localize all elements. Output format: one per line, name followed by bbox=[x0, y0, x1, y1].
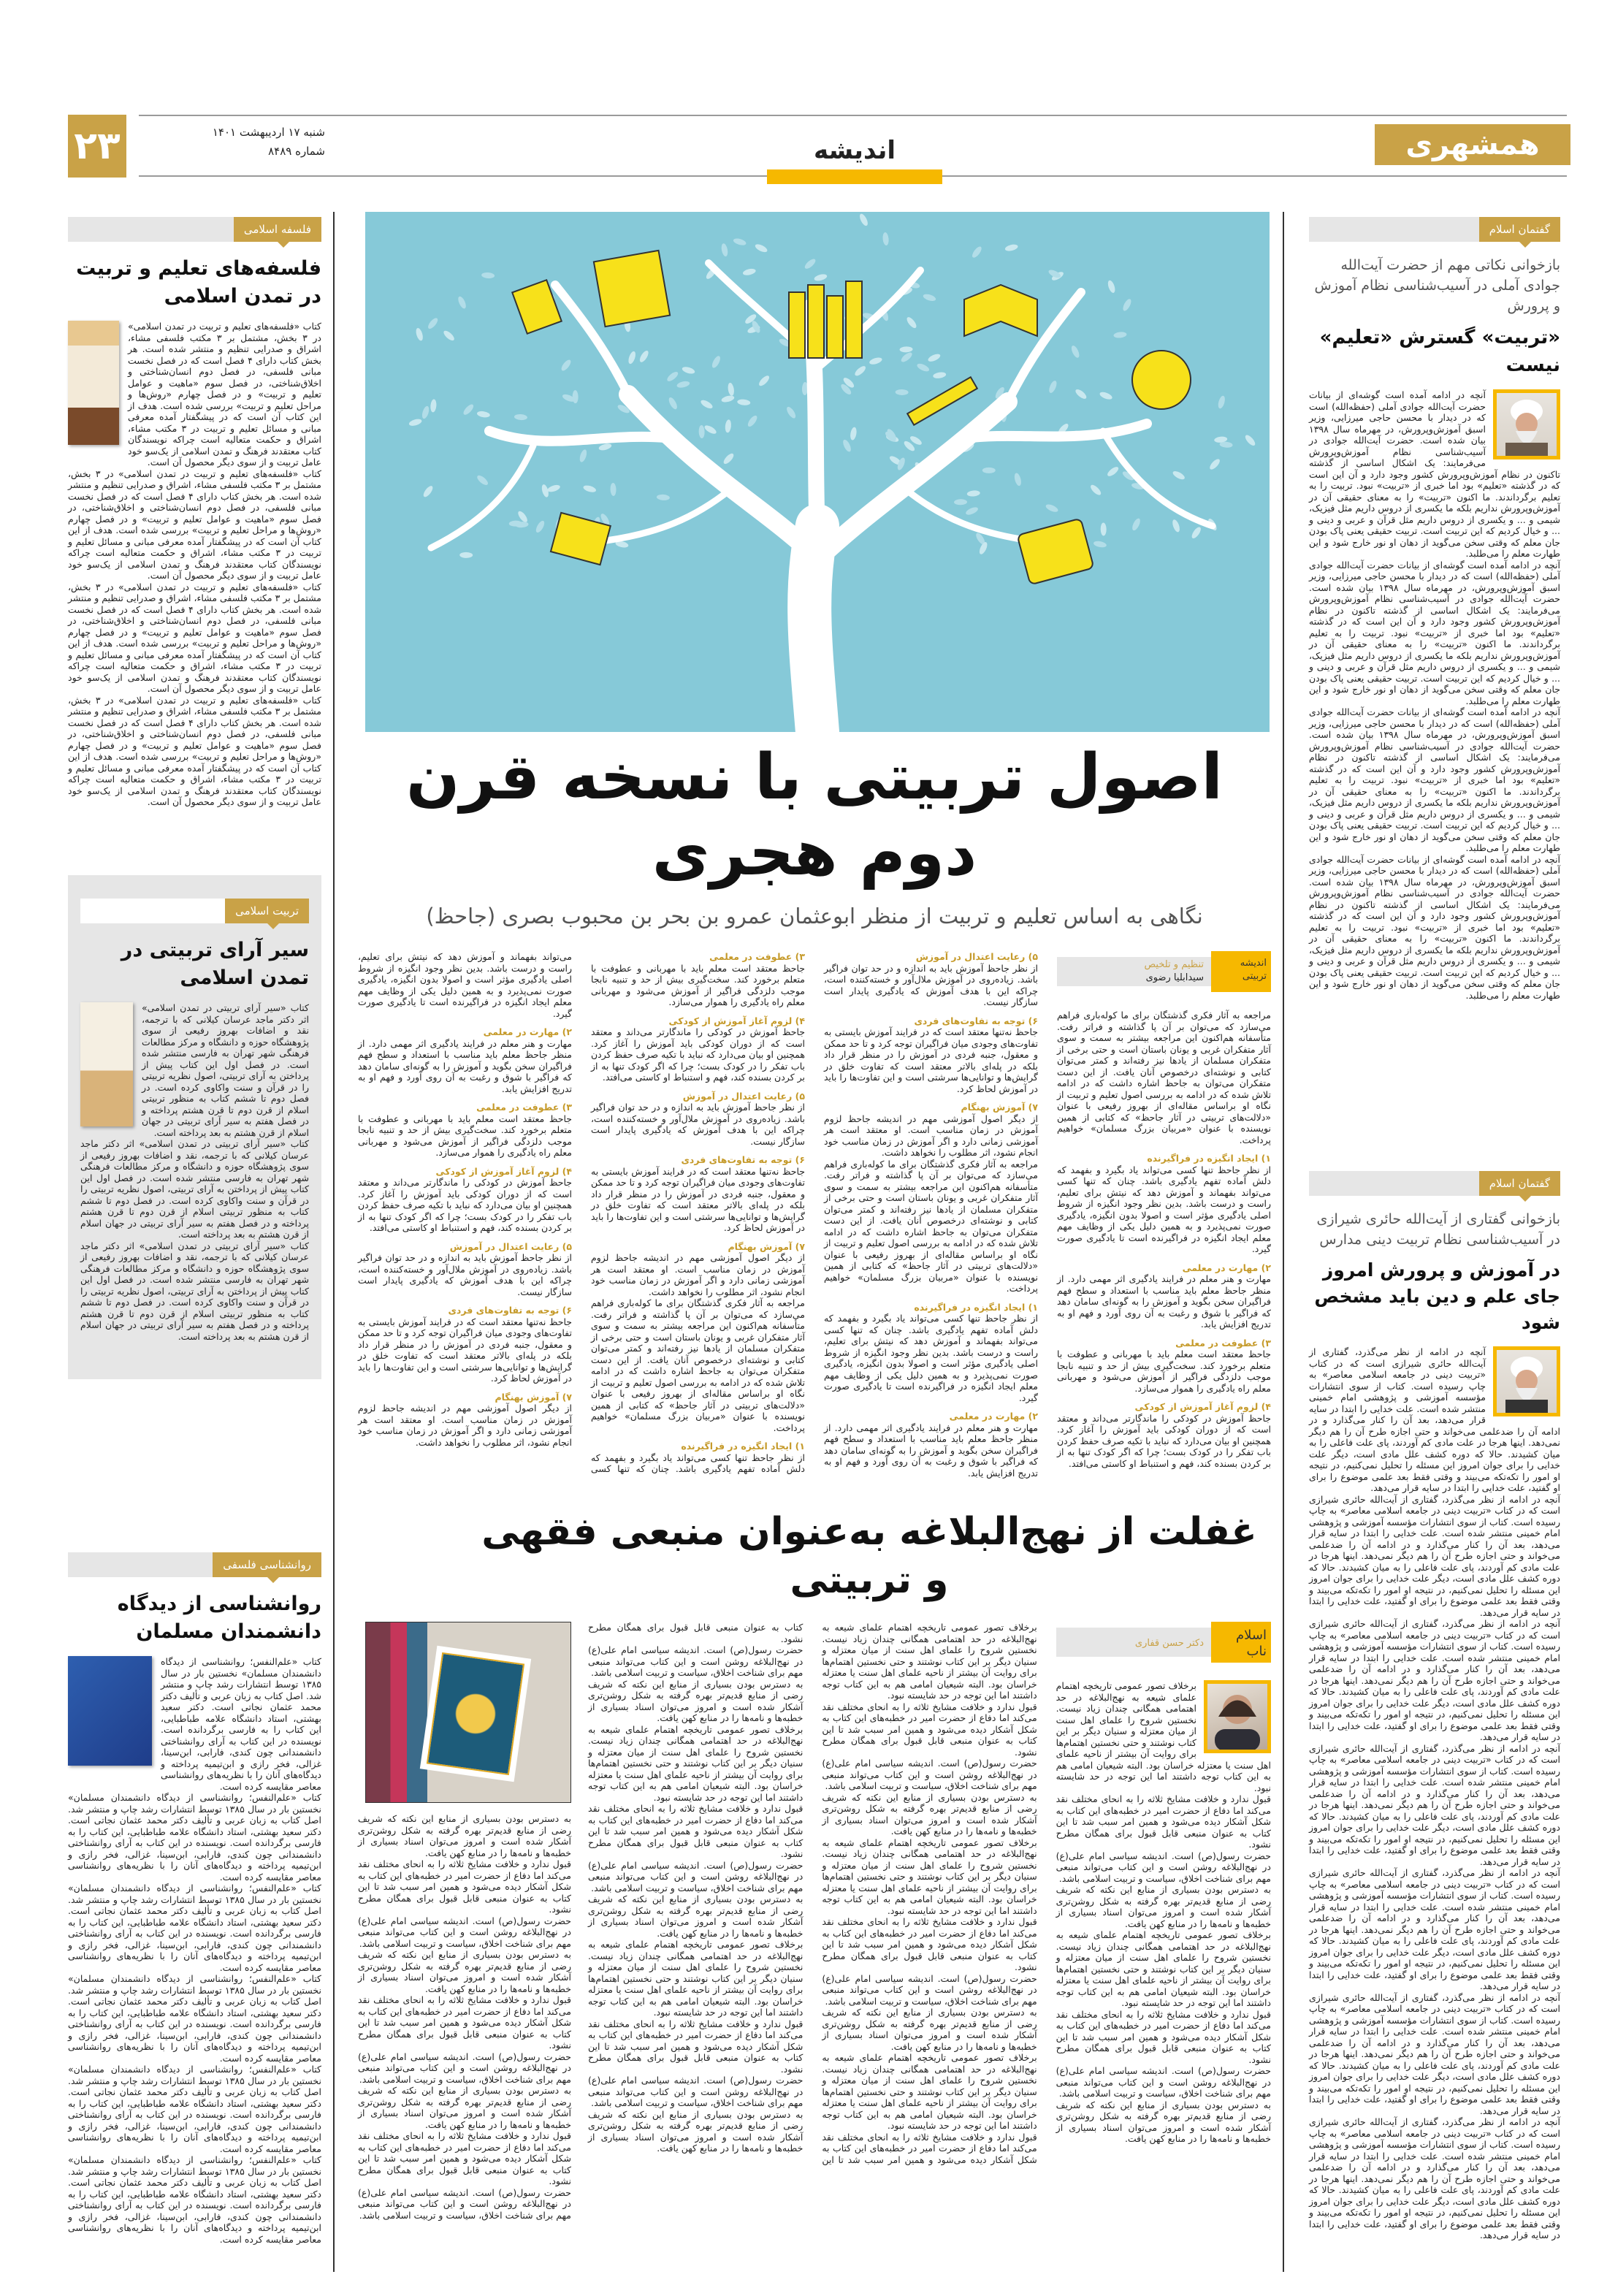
paragraph: حضرت رسول(ص) است. اندیشه سیاسی امام علی(ع) در نهج‌البلاغه روشن است و این کتاب می‌تواند منبعی مهم برای شناخت اخلاق، سیاست و تربیت اسلامی باشد. bbox=[1056, 2065, 1271, 2099]
left-article-2-title: سیر آرای تربیتی در تمدن اسلامی bbox=[121, 939, 309, 989]
person-silhouette-icon bbox=[1207, 1684, 1267, 1750]
paragraph: حضرت رسول(ص) است. اندیشه سیاسی امام علی(ع) در نهج‌البلاغه روشن است و این کتاب می‌تواند منبعی مهم برای شناخت اخلاق، سیاست و تربیت اسلامی باشد. bbox=[358, 1915, 571, 1949]
book-cover-art bbox=[427, 1652, 524, 1775]
main-headline: اصول تربیتی با نسخه قرن دوم هجری bbox=[406, 741, 1223, 890]
paragraph: کتاب «سیر آرای تربیتی در تمدن اسلامی» اثر دکتر ماجد عرسان کیلانی که با ترجمه، نقد و اضافات بهروز رفیعی از سوی پژوهشگاه حوزه و دانشگاه و مرکز مطالعات فرهنگی شهر تهران به فارسی منتشر شده است. در فصل اول این کتاب پیش از پرداختن به آرای تربیتی، اصول نظریه تربیتی را در قرآن و سنت واکاوی کرده است. در فصل دوم تا ششم کتاب به منظور تربیتی اسلام از قرن دوم تا قرن هشتم پرداخته و در فصل هفتم به سیر آرای تربیتی در جهان اسلام از قرن هشتم به بعد پرداخته است. bbox=[80, 1240, 309, 1342]
issue-date: شنبه ۱۷ اردیبهشت ۱۴۰۱ bbox=[212, 126, 325, 139]
book-cover-2 bbox=[80, 1002, 133, 1126]
nahjolbalagha-tablet-photo bbox=[365, 1622, 571, 1803]
paragraph: کتاب «فلسفه‌های تعلیم و تربیت در تمدن اسلامی» در ۳ بخش، مشتمل بر ۳ مکتب فلسفی مشاء، اشراق و صدرایی تنظیم و منتشر شده است. هر بخش کتاب دارای ۴ فصل است که در فصل نخست مبانی فلسفی، در فصل دوم انسان‌شناختی و اخلاق‌شناختی، در فصل سوم «ماهیت و عوامل تعلیم و تربیت» و در فصل چهارم «روش‌ها و مراحل تعلیم و تربیت» بررسی شده است. هدف از این کتاب آن است که در پیشگفتار آمده معرفی مبانی و مسائل تعلیم و تربیت در ۳ مکتب مشاء، اشراق و حکمت متعالیه است چراکه نویسندگان کتاب معتقدند فرهنگ و تمدن اسلامی از یک‌سو خود عامل تربیت و از سوی دیگر محصول آن است. bbox=[68, 694, 321, 807]
paragraph: کتاب «سیر آرای تربیتی در تمدن اسلامی» اثر دکتر ماجد عرسان کیلانی که با ترجمه، نقد و اضافات بهروز رفیعی از سوی پژوهشگاه حوزه و دانشگاه و مرکز مطالعات فرهنگی شهر تهران به فارسی منتشر شده است. در فصل اول این کتاب پیش از پرداختن به آرای تربیتی، اصول نظریه تربیتی را در قرآن و سنت واکاوی کرده است. در فصل دوم تا ششم کتاب به منظور تربیتی اسلام از قرن دوم تا قرن هشتم پرداخته و در فصل هفتم به سیر آرای تربیتی در جهان اسلام از قرن هشتم به بعد پرداخته است. bbox=[142, 1002, 309, 1138]
right-label-bar-2 bbox=[1309, 1171, 1560, 1196]
section-bar bbox=[767, 169, 942, 184]
right-article-1-title: «تربیت» گسترش «تعلیم» نیست bbox=[1319, 327, 1560, 376]
paragraph: به دسترس بودن بسیاری از منابع این نکته که شریف رضی از منابع قدیم‌تر بهره گرفته به شکل روشن‌تری آشکار شده است و امروز می‌توان اسناد بسیاری از خطبه‌ها و نامه‌ها را در منابع کهن یافت. bbox=[822, 2007, 1037, 2052]
cleric-photo bbox=[1493, 1346, 1560, 1416]
tablet-device bbox=[420, 1646, 531, 1782]
subheading: ۷) آموزش بهنگام bbox=[728, 1240, 805, 1252]
paragraph: کتاب «فلسفه‌های تعلیم و تربیت در تمدن اسلامی» در ۳ بخش، مشتمل بر ۳ مکتب فلسفی مشاء، اشراق و صدرایی تنظیم و منتشر شده است. هر بخش کتاب دارای ۴ فصل است که در فصل نخست مبانی فلسفی، در فصل دوم انسان‌شناختی و اخلاق‌شناختی، در فصل سوم «ماهیت و عوامل تعلیم و تربیت» و در فصل چهارم «روش‌ها و مراحل تعلیم و تربیت» بررسی شده است. هدف از این کتاب آن است که در پیشگفتار آمده معرفی مبانی و مسائل تعلیم و تربیت در ۳ مکتب مشاء، اشراق و حکمت متعالیه است چراکه نویسندگان کتاب معتقدند فرهنگ و تمدن اسلامی از یک‌سو خود عامل تربیت و از سوی دیگر محصول آن است. bbox=[128, 321, 321, 468]
subheading: ۵) رعایت اعتدال در آموزش bbox=[682, 1090, 805, 1102]
paragraph: مهارت و هنر معلم در فرایند یادگیری اثر مهمی دارد. از منظر جاحظ معلم باید مناسب با استعداد و سطح فهم فراگیران سخن بگوید و آموزش را به گونه‌ای سامان دهد که فراگیر با شوق و رغبت به آن روی آورد و فهم او به تدریج افزایش یابد. bbox=[824, 1422, 1038, 1479]
right-article-2-title: در آموزش و پرورش امروز جای علم و دین باید مشخص شود bbox=[1314, 1259, 1560, 1333]
second-intro: برخلاف تصور عمومی تاریخچه اهتمام علمای شیعه به نهج‌البلاغه در حد اهتمامی همگانی چندان زیاد نیست. نخستین شروح را علمای اهل سنت از میان معتزله و سنیان دیگر بر این کتاب نوشتند و حتی نخستین اهتمام‌ها برای روایت آن بیشتر از ناحیه علمای اهل سنت یا معتزله خراسان بود. البته شیعیان امامی هم به این کتاب توجه داشتند اما این توجه در حد شایسته نبود. bbox=[822, 1622, 1037, 1701]
paragraph: آنچه در ادامه از نظر می‌گذرد، گفتاری از آیت‌الله حائری شیرازی است که در کتاب «تربیت دینی در جامعه اسلامی معاصر» به چاپ رسیده است. کتاب از سوی انتشارات مؤسسه آموزشی و پژوهشی امام خمینی منتشر شده است. علت خدایی را ابتدا در سایه قرار می‌دهد، بعد آن را کنار می‌گذارد و در ادامه آن را ضدعلمی می‌خواند و حتی اجازه طرح آن را هم دیگر نمی‌دهد. اینها هرجا در علت مادی کم آوردند، پای علت فاعلی را به میان کشیدند. حالا که دوره کشف علل مادی است، دیگر علت خدایی را برای جوان امروز این مسئله را تحلیل نمی‌کنیم، در نتیجه او امور را تکه‌تکه می‌بیند و وقتی فقط بعد علمی موضوع را برای او گفتید، علت خدایی را ابتدا در سایه قرار می‌دهد. bbox=[1309, 1991, 1560, 2116]
paragraph: قبول ندارد و خلافت مشایخ ثلاثه را به انحای مختلف نقد می‌کند اما دفاع از حضرت امیر در خطبه‌های این کتاب به شکل آشکار دیده می‌شود و همین امر سبب شد تا این کتاب به عنوان منبعی قابل قبول برای همگان مطرح نشود. bbox=[358, 1994, 571, 2051]
paragraph: قبول ندارد و خلافت مشایخ ثلاثه را به انحای مختلف نقد می‌کند اما دفاع از حضرت امیر در خطبه‌های این کتاب به شکل آشکار دیده می‌شود و همین امر سبب شد تا این کتاب به عنوان منبعی قابل قبول برای همگان مطرح نشود. bbox=[588, 2018, 804, 2075]
paragraph: آنچه در ادامه از نظر می‌گذرد، گفتاری از آیت‌الله حائری شیرازی است که در کتاب «تربیت دینی در جامعه اسلامی معاصر» به چاپ رسیده است. کتاب از سوی انتشارات مؤسسه آموزشی و پژوهشی امام خمینی منتشر شده است. علت خدایی را ابتدا در سایه قرار می‌دهد، بعد آن را کنار می‌گذارد و در ادامه آن را ضدعلمی می‌خواند و حتی اجازه طرح آن را هم دیگر نمی‌دهد. اینها هرجا در علت مادی کم آوردند، پای علت فاعلی را به میان کشیدند. حالا که دوره کشف علل مادی است، دیگر علت خدایی را برای جوان امروز این مسئله را تحلیل نمی‌کنیم، در نتیجه او امور را تکه‌تکه می‌بیند و وقتی فقط بعد علمی موضوع را برای او گفتید، علت خدایی را ابتدا در سایه قرار می‌دهد. bbox=[1309, 1867, 1560, 1991]
book-cover-3 bbox=[68, 1656, 152, 1766]
second-author-box bbox=[1056, 1622, 1271, 1663]
paragraph: حضرت رسول(ص) است. اندیشه سیاسی امام علی(ع) در نهج‌البلاغه روشن است و این کتاب می‌تواند منبعی مهم برای شناخت اخلاق، سیاست و تربیت اسلامی باشد. bbox=[822, 1972, 1037, 2007]
right-article-1 bbox=[1309, 217, 1560, 1001]
paragraph: قبول ندارد و خلافت مشایخ ثلاثه را به انحای مختلف نقد می‌کند اما دفاع از حضرت امیر در خطبه‌های این کتاب به شکل آشکار دیده می‌شود و همین امر سبب شد تا این کتاب به عنوان منبعی قابل قبول برای همگان مطرح نشود. bbox=[588, 1803, 804, 1859]
paragraph: به دسترس بودن بسیاری از منابع این نکته که شریف رضی از منابع قدیم‌تر بهره گرفته به شکل روشن‌تری آشکار شده است و امروز می‌توان اسناد بسیاری از خطبه‌ها و نامه‌ها را در منابع کهن یافت. bbox=[822, 1791, 1037, 1837]
main-article-body bbox=[358, 951, 1271, 1479]
paragraph: آنچه در ادامه آمده است گوشه‌ای از بیانات حضرت آیت‌الله جوادی آملی (حفظه‌الله) است که در دیدار با محسن حاجی میرزایی، وزیر اسبق آموزش‌وپرورش، در مهرماه سال ۱۳۹۸ بیان شده است. حضرت آیت‌الله جوادی در آسیب‌شناسی نظام آموزش‌وپرورش می‌فرمایند: یک اشکال اساسی از گذشته تاکنون در نظام آموزش‌وپرورش کشور وجود دارد و آن این است که در گذشته «تعلیم» بود اما خبری از «تربیت» نبود. تربیت را به تعلیم برگرداندند. ما اکنون «تربیت» را به معنای حقیقی آن در آموزش‌وپرورش نداریم بلکه ما یکسری از دروس داریم مثل فیزیک، شیمی و ... و یکسری از دروس داریم مثل قرآن و عربی و دینی و ... و خیال کردیم که این تربیت است. تربیت حقیقی یعنی پاک بودن جان معلم که وقتی سخن می‌گوید از دهان او نور خارج شود و این طهارت معلم را می‌طلبد. bbox=[1309, 559, 1560, 706]
paragraph: آنچه در ادامه از نظر می‌گذرد، گفتاری از آیت‌الله حائری شیرازی است که در کتاب «تربیت دینی در جامعه اسلامی معاصر» به چاپ رسیده است. کتاب از سوی انتشارات مؤسسه آموزشی و پژوهشی امام خمینی منتشر شده است. علت خدایی را ابتدا در سایه قرار می‌دهد، بعد آن را کنار می‌گذارد و در ادامه آن را ضدعلمی می‌خواند و حتی اجازه طرح آن را هم دیگر نمی‌دهد. اینها هرجا در علت مادی کم آوردند، پای علت فاعلی را به میان کشیدند. حالا که دوره کشف علل مادی است، دیگر علت خدایی را برای جوان امروز این مسئله را تحلیل نمی‌کنیم، در نتیجه او امور را تکه‌تکه می‌بیند و وقتی فقط بعد علمی موضوع را برای او گفتید، علت خدایی را ابتدا در سایه قرار می‌دهد. bbox=[1309, 2116, 1560, 2240]
paragraph: از نظر جاحظ آموزش باید به اندازه و در حد توان فراگیر باشد. زیاده‌روی در آموزش ملال‌آور و خسته‌کننده است، چراکه این با هدف آموزش که یادگیری پایدار است سازگار نیست. bbox=[358, 1252, 572, 1297]
paragraph: جاحظ معتقد است معلم باید با مهربانی و عطوفت با متعلم برخورد کند. سخت‌گیری بیش از حد و تنبیه نابجا موجب دلزدگی فراگیر از آموزش می‌شود و مهربانی معلم راه یادگیری را هموار می‌سازد. bbox=[591, 962, 805, 1007]
subheading: ۷) آموزش بهنگام bbox=[961, 1102, 1038, 1113]
main-subtitle: نگاهی به اساس تعلیم و تربیت از منظر ابوعثمان عمرو بن بحر بن محبوب بصری (جاحظ) bbox=[426, 904, 1203, 928]
paragraph: قبول ندارد و خلافت مشایخ ثلاثه را به انحای مختلف نقد می‌کند اما دفاع از حضرت امیر در خطبه‌های این کتاب به شکل آشکار دیده می‌شود و همین امر سبب شد تا این کتاب به عنوان منبعی قابل قبول برای همگان مطرح نشود. bbox=[822, 1701, 1037, 1758]
paragraph: جاحظ آموزش در کودکی را ماندگارتر می‌داند و معتقد است که از دوران کودکی باید آموزش را آغاز کرد. همچنین او بیان می‌دارد که نباید با تکیه صرف حفظ کردن باب تفکر را در کودک بست؛ چرا که اگر کودک تنها به از بر کردن بسنده کند، فهم و استنباط او کاستی می‌افتد. bbox=[591, 1026, 805, 1083]
author-name: سیدابلیا رضوی bbox=[1145, 972, 1204, 983]
paragraph: قبول ندارد و خلافت مشایخ ثلاثه را به انحای مختلف نقد می‌کند اما دفاع از حضرت امیر در خطبه‌های این کتاب به شکل آشکار دیده می‌شود و همین امر سبب شد تا این کتاب به عنوان منبعی قابل قبول برای همگان مطرح نشود. bbox=[1056, 1793, 1271, 1850]
main-intro: مراجعه به آثار فکری گذشتگان برای ما کوله‌باری فراهم می‌سازد که می‌توان بر آن پا گذاشته و فراتر رفت. متأسفانه هم‌اکنون این مراجعه بیشتر به سمت و سوی آثار متفکران غربی و یونان باستان است و حتی برخی از متفکران مسلمان از یادها نیز رفته‌اند و کمتر می‌توان کتابی و نوشته‌ای درخصوص آنان یافت. از این دست متفکران می‌توان به جاحظ اشاره داشت که در ادامه تلاش شده که در ادامه به بررسی اصول تعلیم و تربیت از نگاه او براساس مقاله‌ای از بهروز رفیعی با عنوان «دلالت‌های تربیتی در آثار جاحظ» که کتابی از همین نویسنده با عنوان «مربیان بزرگ مسلمان» خواهیم پرداخت. bbox=[591, 1297, 805, 1433]
paragraph: حضرت رسول(ص) است. اندیشه سیاسی امام علی(ع) در نهج‌البلاغه روشن است و این کتاب می‌تواند منبعی مهم برای شناخت اخلاق، سیاست و تربیت اسلامی باشد. bbox=[588, 1644, 804, 1678]
subheading: ۴) لزوم آغاز آموزش از کودکی bbox=[1134, 1401, 1271, 1412]
subheading: ۶) توجه به تفاوت‌های فردی bbox=[914, 1015, 1038, 1026]
paragraph: از نظر جاحظ تنها کسی می‌تواند یاد بگیرد و بفهمد که دلش آماده تفهم یادگیری باشد. چنان که تنها کسی می‌تواند بفهماند و آموزش دهد که نیتش برای تعلیم، راست و درست باشد. بدین نظر وجود انگیزه از شروط اصلی یادگیری مؤثر است و اصولا بدون انگیزه، یادگیری صورت نمی‌پذیرد و به همین دلیل یکی از وظایف مهم معلم ایجاد انگیزه در فراگیرنده است تا یادگیری صورت گیرد. bbox=[1057, 1164, 1271, 1254]
right-article-2 bbox=[1309, 1171, 1560, 2241]
paragraph: مهارت و هنر معلم در فرایند یادگیری اثر مهمی دارد. از منظر جاحظ معلم باید مناسب با استعداد و سطح فهم فراگیران سخن بگوید و آموزش را به گونه‌ای سامان دهد که فراگیر با شوق و رغبت به آن روی آورد و فهم او به تدریج افزایش یابد. bbox=[1057, 1273, 1271, 1330]
subheading: ۴) لزوم آغاز آموزش از کودکی bbox=[435, 1165, 572, 1177]
paragraph: آنچه در ادامه آمده است گوشه‌ای از بیانات حضرت آیت‌الله جوادی آملی (حفظه‌الله) است که در دیدار با محسن حاجی میرزایی، وزیر اسبق آموزش‌وپرورش، در مهرماه سال ۱۳۹۸ بیان شده است. حضرت آیت‌الله جوادی در آسیب‌شناسی نظام آموزش‌وپرورش می‌فرمایند: یک اشکال اساسی از گذشته تاکنون در نظام آموزش‌وپرورش کشور وجود دارد و آن این است که در گذشته «تعلیم» بود اما خبری از «تربیت» نبود. تربیت را به تعلیم برگرداندند. ما اکنون «تربیت» را به معنای حقیقی آن در آموزش‌وپرورش نداریم بلکه ما یکسری از دروس داریم مثل فیزیک، شیمی و ... و یکسری از دروس داریم مثل قرآن و عربی و دینی و ... و خیال کردیم که این تربیت است. تربیت حقیقی یعنی پاک بودن جان معلم که وقتی سخن می‌گوید از دهان او نور خارج شود و این طهارت معلم را می‌طلبد. bbox=[1309, 706, 1560, 853]
paragraph: به دسترس بودن بسیاری از منابع این نکته که شریف رضی از منابع قدیم‌تر بهره گرفته به شکل روشن‌تری آشکار شده است و امروز می‌توان اسناد بسیاری از خطبه‌ها و نامه‌ها را در منابع کهن یافت. bbox=[1056, 2099, 1271, 2144]
left-column-divider bbox=[333, 212, 335, 2272]
page-number: ۲۳ bbox=[68, 115, 126, 178]
author-name: دکتر حسن قفاری bbox=[1134, 1638, 1204, 1649]
tree-illustration bbox=[365, 212, 1270, 732]
paragraph: جاحظ نه‌تنها معتقد است که در فرایند آموزش بایستی به تفاوت‌های وجودی میان فراگیران توجه کرد و تا حد ممکن و معقول، جنبه فردی در آموزش را در منظر قرار داد بلکه در پله‌ای بالاتر معتقد است که تفاوت خلق در گرایش‌ها و توانایی‌ها سرشتی است و این تفاوت‌ها را باید در آموزش لحاظ کرد. bbox=[824, 1026, 1038, 1094]
paragraph: کتاب «علم‌النفس؛ روانشناسی از دیدگاه دانشمندان مسلمان» نخستین بار در سال ۱۳۸۵ توسط انتشارات رشد چاپ و منتشر شد. اصل کتاب به زبان عربی و تألیف دکتر محمد عثمان نجاتی است. دکتر سعید بهشتی، استاد دانشگاه علامه طباطبایی، این کتاب را به فارسی برگردانده است. نویسنده در این کتاب به آرای روانشناختی دانشمندانی چون کندی، فارابی، ابن‌سینا، غزالی، فخر رازی و ابن‌تیمیه پرداخته و دیدگاه‌های آنان را با نظریه‌های روانشناسی معاصر مقایسه کرده است. bbox=[161, 1656, 321, 1792]
main-intro: مراجعه به آثار فکری گذشتگان برای ما کوله‌باری فراهم می‌سازد که می‌توان بر آن پا گذاشته و فراتر رفت. متأسفانه هم‌اکنون این مراجعه بیشتر به سمت و سوی آثار متفکران غربی و یونان باستان است و حتی برخی از متفکران مسلمان از یادها نیز رفته‌اند و کمتر می‌توان کتابی و نوشته‌ای درخصوص آنان یافت. از این دست متفکران می‌توان به جاحظ اشاره داشت که در ادامه تلاش شده که در ادامه به بررسی اصول تعلیم و تربیت از نگاه او براساس مقاله‌ای از بهروز رفیعی با عنوان «دلالت‌های تربیتی در آثار جاحظ» که کتابی از همین نویسنده با عنوان «مربیان بزرگ مسلمان» خواهیم پرداخت. bbox=[1057, 1010, 1271, 1145]
paragraph: قبول ندارد و خلافت مشایخ ثلاثه را به انحای مختلف نقد می‌کند اما دفاع از حضرت امیر در خطبه‌های این کتاب به شکل آشکار دیده می‌شود و همین امر سبب شد تا این کتاب به عنوان منبعی قابل قبول برای همگان مطرح نشود. bbox=[358, 2130, 571, 2186]
paragraph: کتاب «علم‌النفس؛ روانشناسی از دیدگاه دانشمندان مسلمان» نخستین بار در سال ۱۳۸۵ توسط انتشارات رشد چاپ و منتشر شد. اصل کتاب به زبان عربی و تألیف دکتر محمد عثمان نجاتی است. دکتر سعید بهشتی، استاد دانشگاه علامه طباطبایی، این کتاب را به فارسی برگردانده است. نویسنده در این کتاب به آرای روانشناختی دانشمندانی چون کندی، فارابی، ابن‌سینا، غزالی، فخر رازی و ابن‌تیمیه پرداخته و دیدگاه‌های آنان را با نظریه‌های روانشناسی معاصر مقایسه کرده است. bbox=[68, 1973, 321, 2064]
right-column-divider bbox=[1283, 212, 1284, 2272]
left-box-2 bbox=[68, 875, 321, 1379]
subheading: ۳) عطوفت در معلمی bbox=[476, 1102, 572, 1113]
paragraph: آنچه در ادامه آمده است گوشه‌ای از بیانات حضرت آیت‌الله جوادی آملی (حفظه‌الله) است که در دیدار با محسن حاجی میرزایی، وزیر اسبق آموزش‌وپرورش، در مهرماه سال ۱۳۹۸ بیان شده است. حضرت آیت‌الله جوادی در آسیب‌شناسی نظام آموزش‌وپرورش می‌فرمایند: یک اشکال اساسی از گذشته تاکنون در نظام آموزش‌وپرورش کشور وجود دارد و آن این است که در گذشته «تعلیم» بود اما خبری از «تربیت» نبود. تربیت را به تعلیم برگرداندند. ما اکنون «تربیت» را به معنای حقیقی آن در آموزش‌وپرورش نداریم بلکه ما یکسری از دروس داریم مثل فیزیک، شیمی و ... و یکسری از دروس داریم مثل قرآن و عربی و دینی و ... و خیال کردیم که این تربیت است. تربیت حقیقی یعنی پاک بودن جان معلم که وقتی سخن می‌گوید از دهان او نور خارج شود و این طهارت معلم را می‌طلبد. bbox=[1309, 853, 1560, 1001]
right-article-2-subtitle: بازخوانی گفتاری از آیت‌الله حائری شیرازی در آسیب‌شناسی نظام تربیت دینی مدارس bbox=[1316, 1211, 1560, 1248]
left-article-3-body bbox=[68, 1656, 321, 2245]
paragraph: به دسترس بودن بسیاری از منابع این نکته که شریف رضی از منابع قدیم‌تر بهره گرفته به شکل روشن‌تری آشکار شده است و امروز می‌توان اسناد بسیاری از خطبه‌ها و نامه‌ها را در منابع کهن یافت. bbox=[588, 1678, 804, 1723]
subheading: ۶) توجه به تفاوت‌های فردی bbox=[681, 1154, 805, 1165]
left-label-bar-3 bbox=[68, 1552, 321, 1577]
paragraph: آنچه در ادامه از نظر می‌گذرد، گفتاری از آیت‌الله حائری شیرازی است که در کتاب «تربیت دینی در جامعه اسلامی معاصر» به چاپ رسیده است. کتاب از سوی انتشارات مؤسسه آموزشی و پژوهشی امام خمینی منتشر شده است. علت خدایی را ابتدا در سایه قرار می‌دهد، بعد آن را کنار می‌گذارد و در ادامه آن را ضدعلمی می‌خواند و حتی اجازه طرح آن را هم دیگر نمی‌دهد. اینها هرجا در علت مادی کم آوردند، پای علت فاعلی را به میان کشیدند. حالا که دوره کشف علل مادی است، دیگر علت خدایی را برای جوان امروز این مسئله را تحلیل نمی‌کنیم، در نتیجه او امور را تکه‌تکه می‌بیند و وقتی فقط بعد علمی موضوع را برای او گفتید، علت خدایی را ابتدا در سایه قرار می‌دهد. bbox=[1309, 1493, 1560, 1618]
author-credit bbox=[1056, 1628, 1211, 1657]
left-label-bar-2 bbox=[80, 899, 309, 923]
subheading: ۳) عطوفت در معلمی bbox=[1175, 1337, 1271, 1349]
paragraph: به دسترس بودن بسیاری از منابع این نکته که شریف رضی از منابع قدیم‌تر بهره گرفته به شکل روشن‌تری آشکار شده است و امروز می‌توان اسناد بسیاری از خطبه‌ها و نامه‌ها را در منابع کهن یافت. bbox=[588, 2108, 804, 2154]
author-credit bbox=[1057, 957, 1211, 986]
main-intro: مراجعه به آثار فکری گذشتگان برای ما کوله‌باری فراهم می‌سازد که می‌توان بر آن پا گذاشته و فراتر رفت. متأسفانه هم‌اکنون این مراجعه بیشتر به سمت و سوی آثار متفکران غربی و یونان باستان است و حتی برخی از متفکران مسلمان از یادها نیز رفته‌اند و کمتر می‌توان کتابی و نوشته‌ای درخصوص آنان یافت. از این دست متفکران می‌توان به جاحظ اشاره داشت که در ادامه تلاش شده که در ادامه به بررسی اصول تعلیم و تربیت از نگاه او براساس مقاله‌ای از بهروز رفیعی با عنوان «دلالت‌های تربیتی در آثار جاحظ» که کتابی از همین نویسنده با عنوان «مربیان بزرگ مسلمان» خواهیم پرداخت. bbox=[824, 1158, 1038, 1294]
subheading: ۳) عطوفت در معلمی bbox=[709, 951, 805, 962]
book-cover-1 bbox=[68, 321, 119, 445]
paragraph: از دیگر اصول آموزشی مهم در اندیشه جاحظ لزوم آموزش در زمان مناسب است. او معتقد است هر آموزشی زمانی دارد و اگر آموزش در زمان مناسب خود انجام نشود، اثر مطلوب را نخواهد داشت. bbox=[824, 1113, 1038, 1158]
category-label[interactable]: گفتمان اسلام bbox=[1479, 1171, 1560, 1196]
paragraph: از دیگر اصول آموزشی مهم در اندیشه جاحظ لزوم آموزش در زمان مناسب است. او معتقد است هر آموزشی زمانی دارد و اگر آموزش در زمان مناسب خود انجام نشود، اثر مطلوب را نخواهد داشت. bbox=[591, 1252, 805, 1297]
paragraph: از نظر جاحظ آموزش باید به اندازه و در حد توان فراگیر باشد. زیاده‌روی در آموزش ملال‌آور و خسته‌کننده است، چراکه این با هدف آموزش که یادگیری پایدار است سازگار نیست. bbox=[591, 1102, 805, 1147]
paragraph: آنچه در ادامه از نظر می‌گذرد، گفتاری از آیت‌الله حائری شیرازی است که در کتاب «تربیت دینی در جامعه اسلامی معاصر» به چاپ رسیده است. کتاب از سوی انتشارات مؤسسه آموزشی و پژوهشی امام خمینی منتشر شده است. علت خدایی را ابتدا در سایه قرار می‌دهد، بعد آن را کنار می‌گذارد و در ادامه آن را ضدعلمی می‌خواند و حتی اجازه طرح آن را هم دیگر نمی‌دهد. اینها هرجا در علت مادی کم آوردند، پای علت فاعلی را به میان کشیدند. حالا که دوره کشف علل مادی است، دیگر علت خدایی را برای جوان امروز این مسئله را تحلیل نمی‌کنیم، در نتیجه او امور را تکه‌تکه می‌بیند و وقتی فقط بعد علمی موضوع را برای او گفتید، علت خدایی را ابتدا در سایه قرار می‌دهد. bbox=[1309, 1618, 1560, 1742]
paragraph: جاحظ معتقد است معلم باید با مهربانی و عطوفت با متعلم برخورد کند. سخت‌گیری بیش از حد و تنبیه نابجا موجب دلزدگی فراگیر از آموزش می‌شود و مهربانی معلم راه یادگیری را هموار می‌سازد. bbox=[1057, 1349, 1271, 1394]
second-article-body bbox=[588, 1622, 1271, 2165]
paragraph: کتاب «فلسفه‌های تعلیم و تربیت در تمدن اسلامی» در ۳ بخش، مشتمل بر ۳ مکتب فلسفی مشاء، اشراق و صدرایی تنظیم و منتشر شده است. هر بخش کتاب دارای ۴ فصل است که در فصل نخست مبانی فلسفی، در فصل دوم انسان‌شناختی و اخلاق‌شناختی، در فصل سوم «ماهیت و عوامل تعلیم و تربیت» و در فصل چهارم «روش‌ها و مراحل تعلیم و تربیت» بررسی شده است. هدف از این کتاب آن است که در پیشگفتار آمده معرفی مبانی و مسائل تعلیم و تربیت در ۳ مکتب مشاء، اشراق و حکمت متعالیه است چراکه نویسندگان کتاب معتقدند فرهنگ و تمدن اسلامی از یک‌سو خود عامل تربیت و از سوی دیگر محصول آن است. bbox=[68, 468, 321, 581]
paragraph: حضرت رسول(ص) است. اندیشه سیاسی امام علی(ع) در نهج‌البلاغه روشن است و این کتاب می‌تواند منبعی مهم برای شناخت اخلاق، سیاست و تربیت اسلامی باشد. bbox=[822, 1758, 1037, 1791]
second-headline: غفلت از نهج‌البلاغه به‌عنوان منبعی فقهی و تربیتی bbox=[481, 1510, 1257, 1602]
left-label-bar-1 bbox=[68, 217, 321, 242]
paragraph: به دسترس بودن بسیاری از منابع این نکته که شریف رضی از منابع قدیم‌تر بهره گرفته به شکل روشن‌تری آشکار شده است و امروز می‌توان اسناد بسیاری از خطبه‌ها و نامه‌ها را در منابع کهن یافت. bbox=[1056, 1884, 1271, 1929]
left-article-3-title: روانشناسی از دیدگاه دانشمندان مسلمان bbox=[117, 1593, 321, 1643]
paragraph: جاحظ آموزش در کودکی را ماندگارتر می‌داند و معتقد است که از دوران کودکی باید آموزش را آغاز کرد. همچنین او بیان می‌دارد که نباید با تکیه صرف حفظ کردن باب تفکر را در کودک بست؛ چرا که اگر کودک تنها به از بر کردن بسنده کند، فهم و استنباط او کاستی می‌افتد. bbox=[358, 1177, 572, 1233]
paragraph: قبول ندارد و خلافت مشایخ ثلاثه را به انحای مختلف نقد می‌کند اما دفاع از حضرت امیر در خطبه‌های این کتاب به شکل آشکار دیده می‌شود و همین امر سبب شد تا این کتاب به عنوان منبعی قابل قبول برای همگان مطرح نشود. bbox=[1056, 2008, 1271, 2065]
left-article-1-title: فلسفه‌های تعلیم و تربیت در تمدن اسلامی bbox=[76, 257, 321, 308]
left-article-1 bbox=[68, 217, 321, 808]
film-reel-icon bbox=[1132, 351, 1191, 409]
second-article bbox=[358, 1622, 1271, 2221]
paragraph: از نظر جاحظ تنها کسی می‌تواند یاد بگیرد و بفهمد که دلش آماده تفهم یادگیری باشد. چنان که تنها کسی می‌تواند بفهماند و آموزش دهد که نیتش برای تعلیم، راست و درست باشد. بدین نظر وجود انگیزه از شروط اصلی یادگیری مؤثر است و اصولا بدون انگیزه، یادگیری صورت نمی‌پذیرد و به همین دلیل یکی از وظایف مهم معلم ایجاد انگیزه در فراگیرنده است تا یادگیری صورت گیرد. bbox=[358, 951, 805, 1474]
category-label[interactable]: تربیت اسلامی bbox=[225, 899, 309, 923]
second-intro: برخلاف تصور عمومی تاریخچه اهتمام علمای شیعه به نهج‌البلاغه در حد اهتمامی همگانی چندان زیاد نیست. نخستین شروح را علمای اهل سنت از میان معتزله و سنیان دیگر بر این کتاب نوشتند و حتی نخستین اهتمام‌ها برای روایت آن بیشتر از ناحیه علمای اهل سنت یا معتزله خراسان بود. البته شیعیان امامی هم به این کتاب توجه داشتند اما این توجه در حد شایسته نبود. bbox=[822, 1837, 1037, 1916]
right-article-2-body bbox=[1309, 1346, 1560, 2241]
paragraph: آنچه در ادامه از نظر می‌گذرد، گفتاری از آیت‌الله حائری شیرازی است که در کتاب «تربیت دینی در جامعه اسلامی معاصر» به چاپ رسیده است. کتاب از سوی انتشارات مؤسسه آموزشی و پژوهشی امام خمینی منتشر شده است. علت خدایی را ابتدا در سایه قرار می‌دهد، بعد آن را کنار می‌گذارد و در ادامه آن را ضدعلمی می‌خواند و حتی اجازه طرح آن را هم دیگر نمی‌دهد. اینها هرجا در علت مادی کم آوردند، پای علت فاعلی را به میان کشیدند. حالا که دوره کشف علل مادی است، دیگر علت خدایی را برای جوان امروز این مسئله را تحلیل نمی‌کنیم، در نتیجه او امور را تکه‌تکه می‌بیند و وقتی فقط بعد علمی موضوع را برای او گفتید، علت خدایی را ابتدا در سایه قرار می‌دهد. bbox=[1309, 1346, 1560, 1493]
paragraph: از نظر جاحظ تنها کسی می‌تواند یاد بگیرد و بفهمد که دلش آماده تفهم یادگیری باشد. چنان که تنها کسی می‌تواند بفهماند و آموزش دهد که نیتش برای تعلیم، راست و درست باشد. بدین نظر وجود انگیزه از شروط اصلی یادگیری مؤثر است و اصولا بدون انگیزه، یادگیری صورت نمی‌پذیرد و به همین دلیل یکی از وظایف مهم معلم ایجاد انگیزه در فراگیرنده است تا یادگیری صورت گیرد. bbox=[824, 1313, 1038, 1403]
crossword-icon bbox=[594, 251, 670, 327]
paragraph: حضرت رسول(ص) است. اندیشه سیاسی امام علی(ع) در نهج‌البلاغه روشن است و این کتاب می‌تواند منبعی مهم برای شناخت اخلاق، سیاست و تربیت اسلامی باشد. bbox=[1056, 1850, 1271, 1884]
header-top-rule bbox=[139, 115, 1567, 116]
paragraph: حضرت رسول(ص) است. اندیشه سیاسی امام علی(ع) در نهج‌البلاغه روشن است و این کتاب می‌تواند منبعی مهم برای شناخت اخلاق، سیاست و تربیت اسلامی باشد. bbox=[358, 2186, 571, 2221]
right-label-bar-1 bbox=[1309, 217, 1560, 242]
second-intro: برخلاف تصور عمومی تاریخچه اهتمام علمای شیعه به نهج‌البلاغه در حد اهتمامی همگانی چندان زیاد نیست. نخستین شروح را علمای اهل سنت از میان معتزله و سنیان دیگر بر این کتاب نوشتند و حتی نخستین اهتمام‌ها برای روایت آن بیشتر از ناحیه علمای اهل سنت یا معتزله خراسان بود. البته شیعیان امامی هم به این کتاب توجه داشتند اما این توجه در حد شایسته نبود. bbox=[588, 1723, 804, 1803]
left-article-2-body bbox=[80, 1002, 309, 1342]
paragraph: حضرت رسول(ص) است. اندیشه سیاسی امام علی(ع) در نهج‌البلاغه روشن است و این کتاب می‌تواند منبعی مهم برای شناخت اخلاق، سیاست و تربیت اسلامی باشد. bbox=[358, 2051, 571, 2085]
paragraph: به دسترس بودن بسیاری از منابع این نکته که شریف رضی از منابع قدیم‌تر بهره گرفته به شکل روشن‌تری آشکار شده است و امروز می‌توان اسناد بسیاری از خطبه‌ها و نامه‌ها را در منابع کهن یافت. bbox=[588, 1893, 804, 1939]
paragraph: جاحظ آموزش در کودکی را ماندگارتر می‌داند و معتقد است که از دوران کودکی باید آموزش را آغاز کرد. همچنین او بیان می‌دارد که نباید با تکیه صرف حفظ کردن باب تفکر را در کودک بست؛ چرا که اگر کودک تنها به از بر کردن بسنده کند، فهم و استنباط او کاستی می‌افتد. bbox=[1057, 1412, 1271, 1469]
second-intro: برخلاف تصور عمومی تاریخچه اهتمام علمای شیعه به نهج‌البلاغه در حد اهتمامی همگانی چندان زیاد نیست. نخستین شروح را علمای اهل سنت از میان معتزله و سنیان دیگر بر این کتاب نوشتند و حتی نخستین اهتمام‌ها برای روایت آن بیشتر از ناحیه علمای اهل سنت یا معتزله خراسان بود. البته شیعیان امامی هم به این کتاب توجه داشتند اما این توجه در حد شایسته نبود. bbox=[588, 1939, 804, 2018]
second-intro: برخلاف تصور عمومی تاریخچه اهتمام علمای شیعه به نهج‌البلاغه در حد اهتمامی همگانی چندان زیاد نیست. نخستین شروح را علمای اهل سنت از میان معتزله و سنیان دیگر بر این کتاب نوشتند و حتی نخستین اهتمام‌ها برای روایت آن بیشتر از ناحیه علمای اهل سنت یا معتزله خراسان بود. البته شیعیان امامی هم به این کتاب توجه داشتند اما این توجه در حد شایسته نبود. bbox=[1056, 1680, 1271, 1793]
paragraph: کتاب «فلسفه‌های تعلیم و تربیت در تمدن اسلامی» در ۳ بخش، مشتمل بر ۳ مکتب فلسفی مشاء، اشراق و صدرایی تنظیم و منتشر شده است. هر بخش کتاب دارای ۴ فصل است که در فصل نخست مبانی فلسفی، در فصل دوم انسان‌شناختی و اخلاق‌شناختی، در فصل سوم «ماهیت و عوامل تعلیم و تربیت» و در فصل چهارم «روش‌ها و مراحل تعلیم و تربیت» بررسی شده است. هدف از این کتاب آن است که در پیشگفتار آمده معرفی مبانی و مسائل تعلیم و تربیت در ۳ مکتب مشاء، اشراق و حکمت متعالیه است چراکه نویسندگان کتاب معتقدند فرهنگ و تمدن اسلامی از یک‌سو خود عامل تربیت و از سوی دیگر محصول آن است. bbox=[68, 581, 321, 694]
second-article-body-left-column bbox=[358, 1813, 571, 2221]
subheading: ۷) آموزش بهنگام bbox=[495, 1391, 572, 1403]
paragraph: آنچه در ادامه از نظر می‌گذرد، گفتاری از آیت‌الله حائری شیرازی است که در کتاب «تربیت دینی در جامعه اسلامی معاصر» به چاپ رسیده است. کتاب از سوی انتشارات مؤسسه آموزشی و پژوهشی امام خمینی منتشر شده است. علت خدایی را ابتدا در سایه قرار می‌دهد، بعد آن را کنار می‌گذارد و در ادامه آن را ضدعلمی می‌خواند و حتی اجازه طرح آن را هم دیگر نمی‌دهد. اینها هرجا در علت مادی کم آوردند، پای علت فاعلی را به میان کشیدند. حالا که دوره کشف علل مادی است، دیگر علت خدایی را برای جوان امروز این مسئله را تحلیل نمی‌کنیم، در نتیجه او امور را تکه‌تکه می‌بیند و وقتی فقط بعد علمی موضوع را برای او گفتید، علت خدایی را ابتدا در سایه قرار می‌دهد. bbox=[1309, 1742, 1560, 1867]
main-author-box bbox=[1057, 951, 1271, 992]
subheading: ۶) توجه به تفاوت‌های فردی bbox=[448, 1305, 572, 1316]
right-article-1-subtitle: بازخوانی نکاتی مهم از حضرت آیت‌الله جوادی آملی در آسیب‌شناسی نظام آموزش و پرورش bbox=[1314, 257, 1560, 314]
second-article-tag: اسلام ناب bbox=[1211, 1622, 1271, 1663]
paragraph: قبول ندارد و خلافت مشایخ ثلاثه را به انحای مختلف نقد می‌کند اما دفاع از حضرت امیر در خطبه‌های این کتاب به شکل آشکار دیده می‌شود و همین امر سبب شد تا این کتاب به عنوان منبعی قابل قبول برای همگان مطرح نشود. bbox=[588, 1622, 1037, 2165]
paragraph: حضرت رسول(ص) است. اندیشه سیاسی امام علی(ع) در نهج‌البلاغه روشن است و این کتاب می‌تواند منبعی مهم برای شناخت اخلاق، سیاست و تربیت اسلامی باشد. bbox=[588, 1859, 804, 1893]
category-label[interactable]: گفتمان اسلام bbox=[1479, 217, 1560, 242]
center-column bbox=[358, 212, 1271, 2221]
right-article-1-body bbox=[1309, 389, 1560, 1001]
category-label[interactable]: روانشناسی فلسفی bbox=[213, 1552, 321, 1577]
subheading: ۵) رعایت اعتدال در آموزش bbox=[449, 1240, 572, 1252]
second-intro: برخلاف تصور عمومی تاریخچه اهتمام علمای شیعه به نهج‌البلاغه در حد اهتمامی همگانی چندان زیاد نیست. نخستین شروح را علمای اهل سنت از میان معتزله و سنیان دیگر بر این کتاب نوشتند و حتی نخستین اهتمام‌ها برای روایت آن بیشتر از ناحیه علمای اهل سنت یا معتزله خراسان بود. البته شیعیان امامی هم به این کتاب توجه داشتند اما این توجه در حد شایسته نبود. bbox=[1056, 1929, 1271, 2008]
person-portrait-icon bbox=[1497, 393, 1557, 456]
person-portrait-icon bbox=[1497, 1350, 1557, 1413]
paragraph: قبول ندارد و خلافت مشایخ ثلاثه را به انحای مختلف نقد می‌کند اما دفاع از حضرت امیر در خطبه‌های این کتاب به شکل آشکار دیده می‌شود و همین امر سبب شد تا این کتاب به عنوان منبعی قابل قبول برای همگان مطرح نشود. bbox=[822, 1916, 1037, 1972]
newspaper-logo[interactable]: همشهری bbox=[1375, 124, 1570, 165]
subheading: ۵) رعایت اعتدال در آموزش bbox=[915, 951, 1038, 962]
left-article-1-body bbox=[68, 321, 321, 808]
paragraph: حضرت رسول(ص) است. اندیشه سیاسی امام علی(ع) در نهج‌البلاغه روشن است و این کتاب می‌تواند منبعی مهم برای شناخت اخلاق، سیاست و تربیت اسلامی باشد. bbox=[588, 2075, 804, 2108]
paragraph: جاحظ نه‌تنها معتقد است که در فرایند آموزش بایستی به تفاوت‌های وجودی میان فراگیران توجه کرد و تا حد ممکن و معقول، جنبه فردی در آموزش را در منظر قرار داد بلکه در پله‌ای بالاتر معتقد است که تفاوت خلق در گرایش‌ها و توانایی‌ها سرشتی است و این تفاوت‌ها را باید در آموزش لحاظ کرد. bbox=[591, 1165, 805, 1233]
left-article-3 bbox=[68, 1552, 321, 2245]
paragraph: به دسترس بودن بسیاری از منابع این نکته که شریف رضی از منابع قدیم‌تر بهره گرفته به شکل روشن‌تری آشکار شده است و امروز می‌توان اسناد بسیاری از خطبه‌ها و نامه‌ها را در منابع کهن یافت. bbox=[358, 1813, 571, 1858]
paragraph: کتاب «سیر آرای تربیتی در تمدن اسلامی» اثر دکتر ماجد عرسان کیلانی که با ترجمه، نقد و اضافات بهروز رفیعی از سوی پژوهشگاه حوزه و دانشگاه و مرکز مطالعات فرهنگی شهر تهران به فارسی منتشر شده است. در فصل اول این کتاب پیش از پرداختن به آرای تربیتی، اصول نظریه تربیتی را در قرآن و سنت واکاوی کرده است. در فصل دوم تا ششم کتاب به منظور تربیتی اسلام از قرن دوم تا قرن هشتم پرداخته و در فصل هفتم به سیر آرای تربیتی در جهان اسلام از قرن هشتم به بعد پرداخته است. bbox=[80, 1138, 309, 1240]
subheading: ۱) ایجاد انگیزه در فراگیرنده bbox=[681, 1441, 805, 1452]
subheading: ۱) ایجاد انگیزه در فراگیرنده bbox=[914, 1301, 1038, 1313]
main-article-tag: اندیشه تربیتی bbox=[1211, 951, 1271, 992]
second-article-left-column bbox=[358, 1622, 571, 2221]
subheading: ۲) مهارت در معلمی bbox=[483, 1026, 572, 1037]
author-role: تنظیم و تلخیص bbox=[1144, 959, 1204, 970]
section-title: اندیشه bbox=[813, 136, 896, 165]
subheading: ۲) مهارت در معلمی bbox=[949, 1411, 1038, 1422]
category-label[interactable]: فلسفه اسلامی bbox=[234, 217, 321, 242]
paragraph: جاحظ نه‌تنها معتقد است که در فرایند آموزش بایستی به تفاوت‌های وجودی میان فراگیران توجه کرد و تا حد ممکن و معقول، جنبه فردی در آموزش را در منظر قرار داد بلکه در پله‌ای بالاتر معتقد است که تفاوت خلق در گرایش‌ها و توانایی‌ها سرشتی است و این تفاوت‌ها را باید در آموزش لحاظ کرد. bbox=[358, 1316, 572, 1384]
second-intro: برخلاف تصور عمومی تاریخچه اهتمام علمای شیعه به نهج‌البلاغه در حد اهتمامی همگانی چندان زیاد نیست. نخستین شروح را علمای اهل سنت از میان معتزله و سنیان دیگر بر این کتاب نوشتند و حتی نخستین اهتمام‌ها برای روایت آن بیشتر از ناحیه علمای اهل سنت یا معتزله خراسان بود. البته شیعیان امامی هم به این کتاب توجه داشتند اما این توجه در حد شایسته نبود. bbox=[822, 2052, 1037, 2131]
subheading: ۴) لزوم آغاز آموزش از کودکی bbox=[668, 1015, 805, 1026]
paragraph: کتاب «علم‌النفس؛ روانشناسی از دیدگاه دانشمندان مسلمان» نخستین بار در سال ۱۳۸۵ توسط انتشارات رشد چاپ و منتشر شد. اصل کتاب به زبان عربی و تألیف دکتر محمد عثمان نجاتی است. دکتر سعید بهشتی، استاد دانشگاه علامه طباطبایی، این کتاب را به فارسی برگردانده است. نویسنده در این کتاب به آرای روانشناختی دانشمندانی چون کندی، فارابی، ابن‌سینا، غزالی، فخر رازی و ابن‌تیمیه پرداخته و دیدگاه‌های آنان را با نظریه‌های روانشناسی معاصر مقایسه کرده است. bbox=[68, 2064, 321, 2154]
paragraph: قبول ندارد و خلافت مشایخ ثلاثه را به انحای مختلف نقد می‌کند اما دفاع از حضرت امیر در خطبه‌های این کتاب به شکل آشکار دیده می‌شود و همین امر سبب شد تا این کتاب به عنوان منبعی قابل قبول برای همگان مطرح نشود. bbox=[358, 1858, 571, 1915]
cleric-photo bbox=[1493, 389, 1560, 459]
paragraph: کتاب «علم‌النفس؛ روانشناسی از دیدگاه دانشمندان مسلمان» نخستین بار در سال ۱۳۸۵ توسط انتشارات رشد چاپ و منتشر شد. اصل کتاب به زبان عربی و تألیف دکتر محمد عثمان نجاتی است. دکتر سعید بهشتی، استاد دانشگاه علامه طباطبایی، این کتاب را به فارسی برگردانده است. نویسنده در این کتاب به آرای روانشناختی دانشمندانی چون کندی، فارابی، ابن‌سینا، غزالی، فخر رازی و ابن‌تیمیه پرداخته و دیدگاه‌های آنان را با نظریه‌های روانشناسی معاصر مقایسه کرده است. bbox=[68, 1883, 321, 1973]
paragraph: از نظر جاحظ آموزش باید به اندازه و در حد توان فراگیر باشد. زیاده‌روی در آموزش ملال‌آور و خسته‌کننده است، چراکه این با هدف آموزش که یادگیری پایدار است سازگار نیست. bbox=[824, 962, 1038, 1007]
leaf bbox=[982, 468, 996, 473]
paragraph: جاحظ معتقد است معلم باید با مهربانی و عطوفت با متعلم برخورد کند. سخت‌گیری بیش از حد و تنبیه نابجا موجب دلزدگی فراگیر از آموزش می‌شود و مهربانی معلم راه یادگیری را هموار می‌سازد. bbox=[358, 1113, 572, 1158]
paragraph: از دیگر اصول آموزشی مهم در اندیشه جاحظ لزوم آموزش در زمان مناسب است. او معتقد است هر آموزشی زمانی دارد و اگر آموزش در زمان مناسب خود انجام نشود، اثر مطلوب را نخواهد داشت. bbox=[358, 1403, 572, 1448]
paragraph: کتاب «علم‌النفس؛ روانشناسی از دیدگاه دانشمندان مسلمان» نخستین بار در سال ۱۳۸۵ توسط انتشارات رشد چاپ و منتشر شد. اصل کتاب به زبان عربی و تألیف دکتر محمد عثمان نجاتی است. دکتر سعید بهشتی، استاد دانشگاه علامه طباطبایی، این کتاب را به فارسی برگردانده است. نویسنده در این کتاب به آرای روانشناختی دانشمندانی چون کندی، فارابی، ابن‌سینا، غزالی، فخر رازی و ابن‌تیمیه پرداخته و دیدگاه‌های آنان را با نظریه‌های روانشناسی معاصر مقایسه کرده است. bbox=[68, 2154, 321, 2245]
author-photo bbox=[1204, 1680, 1271, 1753]
paragraph: کتاب «علم‌النفس؛ روانشناسی از دیدگاه دانشمندان مسلمان» نخستین بار در سال ۱۳۸۵ توسط انتشارات رشد چاپ و منتشر شد. اصل کتاب به زبان عربی و تألیف دکتر محمد عثمان نجاتی است. دکتر سعید بهشتی، استاد دانشگاه علامه طباطبایی، این کتاب را به فارسی برگردانده است. نویسنده در این کتاب به آرای روانشناختی دانشمندانی چون کندی، فارابی، ابن‌سینا، غزالی، فخر رازی و ابن‌تیمیه پرداخته و دیدگاه‌های آنان را با نظریه‌های روانشناسی معاصر مقایسه کرده است. bbox=[68, 1792, 321, 1883]
subheading: ۲) مهارت در معلمی bbox=[1182, 1262, 1271, 1273]
paragraph: به دسترس بودن بسیاری از منابع این نکته که شریف رضی از منابع قدیم‌تر بهره گرفته به شکل روشن‌تری آشکار شده است و امروز می‌توان اسناد بسیاری از خطبه‌ها و نامه‌ها را در منابع کهن یافت. bbox=[358, 2085, 571, 2130]
paragraph: مهارت و هنر معلم در فرایند یادگیری اثر مهمی دارد. از منظر جاحظ معلم باید مناسب با استعداد و سطح فهم فراگیران سخن بگوید و آموزش را به گونه‌ای سامان دهد که فراگیر با شوق و رغبت به آن روی آورد و فهم او به تدریج افزایش یابد. bbox=[358, 1037, 572, 1094]
subheading: ۱) ایجاد انگیزه در فراگیرنده bbox=[1147, 1153, 1271, 1164]
paragraph: به دسترس بودن بسیاری از منابع این نکته که شریف رضی از منابع قدیم‌تر بهره گرفته به شکل روشن‌تری آشکار شده است و امروز می‌توان اسناد بسیاری از خطبه‌ها و نامه‌ها را در منابع کهن یافت. bbox=[358, 1949, 571, 1994]
paragraph: آنچه در ادامه آمده است گوشه‌ای از بیانات حضرت آیت‌الله جوادی آملی (حفظه‌الله) است که در دیدار با محسن حاجی میرزایی، وزیر اسبق آموزش‌وپرورش، در مهرماه سال ۱۳۹۸ بیان شده است. حضرت آیت‌الله جوادی در آسیب‌شناسی نظام آموزش‌وپرورش می‌فرمایند: یک اشکال اساسی از گذشته تاکنون در نظام آموزش‌وپرورش کشور وجود دارد و آن این است که در گذشته «تعلیم» بود اما خبری از «تربیت» نبود. تربیت را به تعلیم برگرداندند. ما اکنون «تربیت» را به معنای حقیقی آن در آموزش‌وپرورش نداریم بلکه ما یکسری از دروس داریم مثل فیزیک، شیمی و ... و یکسری از دروس داریم مثل قرآن و عربی و دینی و ... و خیال کردیم که این تربیت است. تربیت حقیقی یعنی پاک بودن جان معلم که وقتی سخن می‌گوید از دهان او نور خارج شود و این طهارت معلم را می‌طلبد. bbox=[1309, 389, 1560, 559]
issue-number: شماره ۸۴۸۹ bbox=[268, 145, 325, 158]
